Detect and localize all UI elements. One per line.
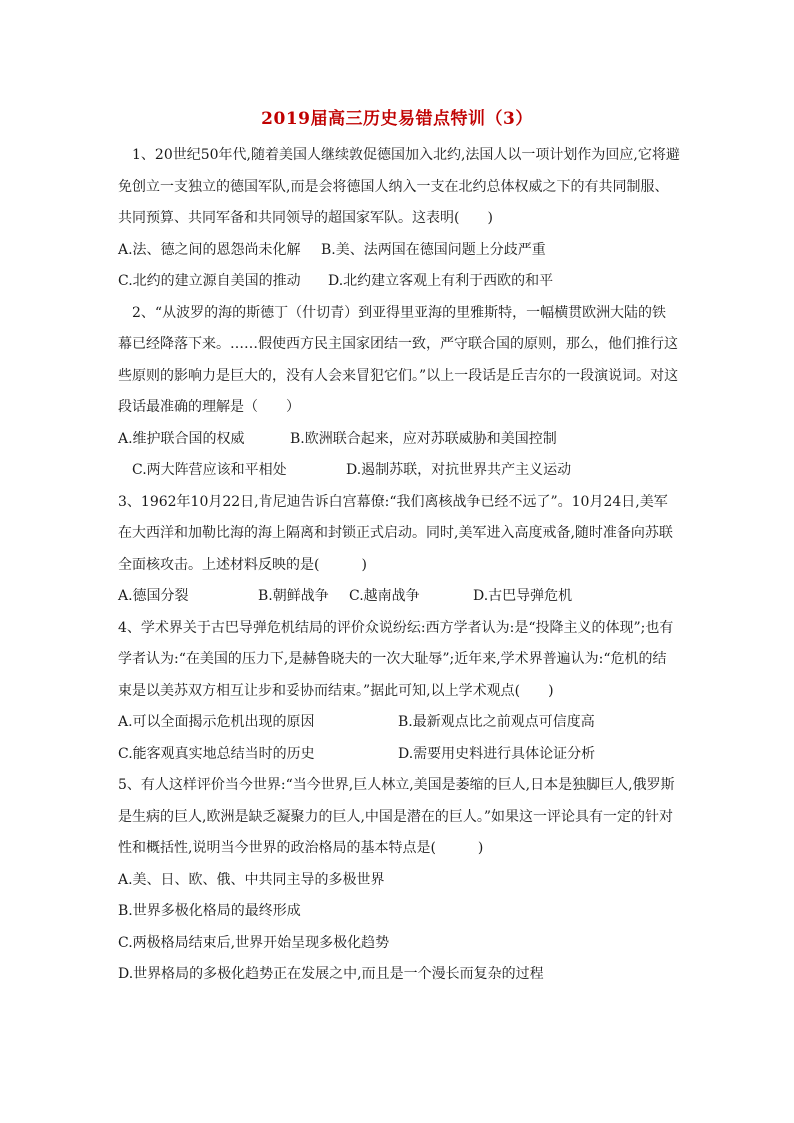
- question-5-stem: 5、有人这样评价当今世界:“当今世界,巨人林立,美国是萎缩的巨人,日本是独脚巨人,俄罗斯是生病的巨人,欧洲是缺乏凝聚力的巨人,中国是潜在的巨人。”如果这一评论具有一定的针对性和概括性,说明当今世界的政治格局的基本特点是( ): [118, 777, 675, 856]
- question-2-option-b: B.欧洲联合起来，应对苏联威胁和美国控制: [290, 430, 557, 447]
- question-3-option-a: A.德国分裂: [118, 588, 189, 604]
- question-4-option-b: B.最新观点比之前观点可信度高: [398, 714, 595, 730]
- question-1-option-c: C.北约的建立源自美国的推动: [118, 273, 301, 289]
- question-4-option-d: D.需要用史料进行具体论证分析: [398, 745, 596, 762]
- question-2-options-row-1: [118, 424, 680, 456]
- question-list: [118, 140, 680, 991]
- question-4-option-c: C.能客观真实地总结当时的历史: [118, 745, 315, 762]
- question-4-options-row-1: [118, 707, 680, 739]
- question-1-option-b: B.美、法两国在德国问题上分歧严重: [321, 241, 546, 258]
- question-2-options-row-2: [118, 455, 680, 487]
- question-4-option-a: A.可以全面揭示危机出现的原因: [118, 714, 315, 730]
- question-5-option-b: B.世界多极化格局的最终形成: [118, 903, 301, 919]
- question-2-option-d: D.遏制苏联，对抗世界共产主义运动: [346, 462, 572, 478]
- question-3-option-c: C.越南战争: [349, 588, 420, 604]
- question-2-option-a: A.维护联合国的权威: [118, 430, 245, 447]
- question-1-options-row-2: [118, 266, 680, 298]
- question-5-option-c: C.两极格局结束后,世界开始呈现多极化趋势: [118, 934, 390, 951]
- question-4-stem: 4、学术界关于古巴导弹危机结局的评价众说纷纭:西方学者认为:是“投降主义的体现”;也有学者认为:“在美国的压力下,是赫鲁晓夫的一次大耻辱”;近年来,学术界普遍认为:“危机的结束是以美苏双方相互让步和妥协而结束。”据此可知,以上学术观点( ): [118, 619, 674, 699]
- question-5-option-d: D.世界格局的多极化趋势正在发展之中,而且是一个漫长而复杂的过程: [118, 966, 544, 982]
- page-title: 2019届高三历史易错点特训（3）: [261, 109, 533, 129]
- question-1-option-d: D.北约建立客观上有利于西欧的和平: [328, 273, 554, 289]
- question-3-option-d: D.古巴导弹危机: [473, 588, 573, 604]
- question-5-option-a: A.美、日、欧、俄、中共同主导的多极世界: [118, 871, 385, 888]
- question-3-stem: 3、1962年10月22日,肯尼迪告诉白宫幕僚:“我们离核战争已经不远了”。10月24日,美军在大西洋和加勒比海的海上隔离和封锁正式启动。同时,美军进入高度戒备,随时准备向苏联全面核攻击。上述材料反映的是( ): [118, 493, 673, 573]
- question-1-options-row-1: [118, 235, 680, 267]
- question-4-options-row-2: [118, 739, 680, 771]
- question-2-stem: 2、“从波罗的海的斯德丁（什切青）到亚得里亚海的里雅斯特，一幅横贯欧洲大陆的铁幕已经降落下来。……假使西方民主国家团结一致，严守联合国的原则，那么，他们推行这些原则的影响力是巨大的，没有人会来冒犯它们。”以上一段话是丘吉尔的一段演说词。对这段话最准确的理解是（ ）: [118, 304, 679, 415]
- question-2-option-c: C.两大阵营应该和平相处: [132, 462, 287, 478]
- question-1-stem: 1、20世纪50年代,随着美国人继续敦促德国加入北约,法国人以一项计划作为回应,它将避免创立一支独立的德国军队,而是会将德国人纳入一支在北约总体权威之下的有共同制服、共同预算、共同军备和共同领导的超国家军队。这表明( ): [118, 147, 680, 226]
- question-3-option-b: B.朝鲜战争: [258, 588, 329, 604]
- question-1-option-a: A.法、德之间的恩怨尚未化解: [118, 241, 301, 258]
- question-3-options-row: [118, 581, 680, 613]
